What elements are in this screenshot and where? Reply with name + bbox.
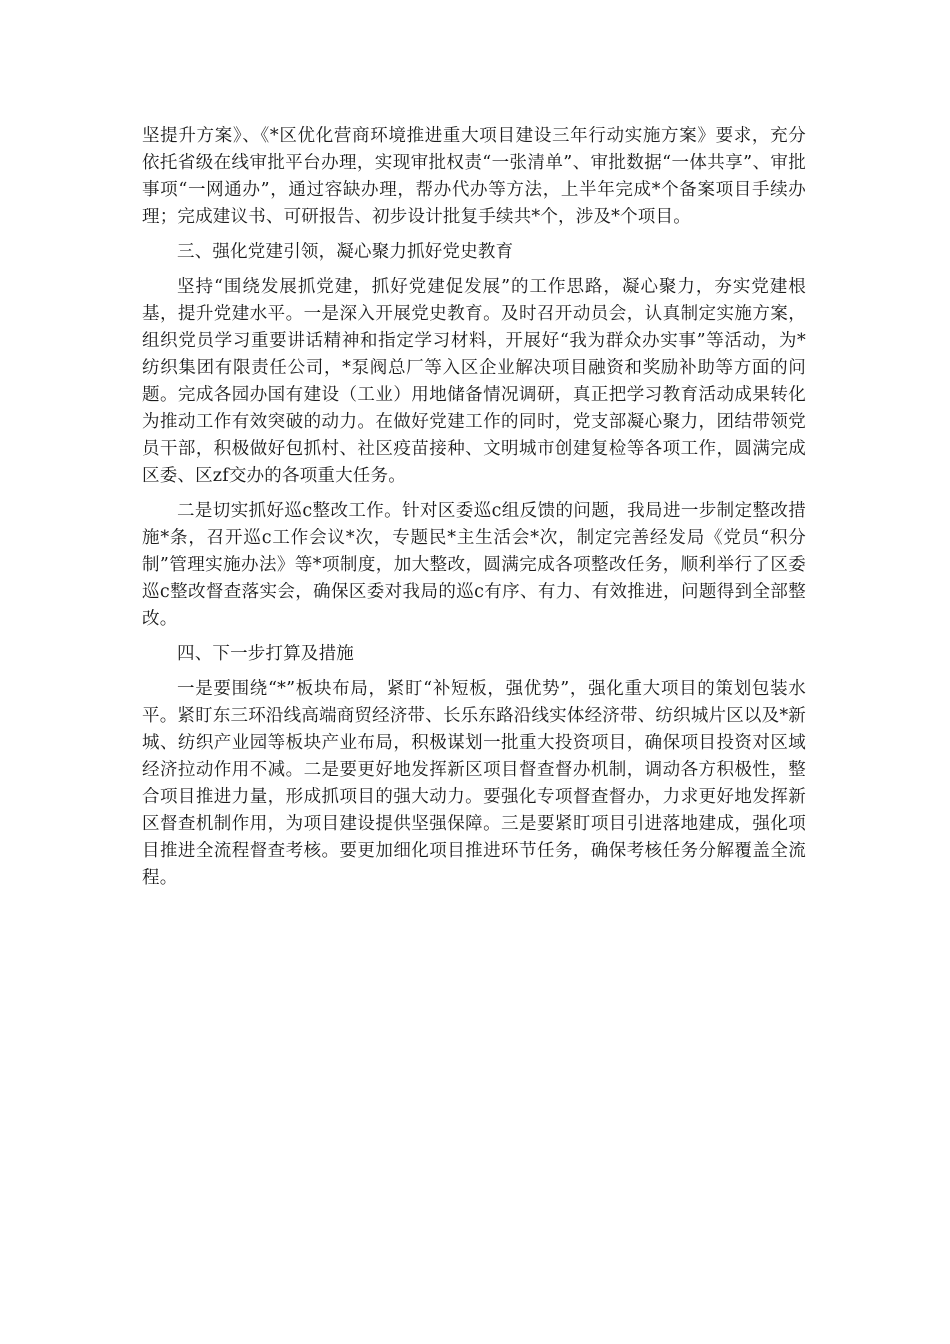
- paragraph-party-history-education: 坚持“围绕发展抓党建，抓好党建促发展”的工作思路，凝心聚力，夯实党建根基，提升党建水平。一是深入开展党史教育。及时召开动员会，认真制定实施方案，组织党员学习重要讲话精神和指定学习材料，开展好“我为群众办实事”等活动，为*纺织集团有限责任公司，*泵阀总厂等入区企业解决项目融资和奖励补助等方面的问题。完成各园办国有建设（工业）用地储备情况调研，真正把学习教育活动成果转化为推动工作有效突破的动力。在做好党建工作的同时，党支部凝心聚力，团结带领党员干部，积极做好包抓村、社区疫苗接种、文明城市创建复检等各项工作，圆满完成区委、区zf交办的各项重大任务。: [142, 277, 806, 486]
- paragraph-next-step-measures: 一是要围绕“*”板块布局，紧盯“补短板，强优势”，强化重大项目的策划包装水平。紧盯东三环沿线高端商贸经济带、长乐东路沿线实体经济带、纺织城片区以及*新城、纺织产业园等板块产业布局，积极谋划一批重大投资项目，确保项目投资对区域经济拉动作用不减。二是要更好地发挥新区项目督查督办机制，调动各方积极性，整合项目推进力量，形成抓项目的强大动力。要强化专项督查督办，力求更好地发挥新区督查机制作用，为项目建设提供坚强保障。三是要紧盯项目引进落地建成，强化项目推进全流程督查考核。要更加细化项目推进环节任务，确保考核任务分解覆盖全流程。: [142, 679, 806, 888]
- document-body: [142, 123, 806, 900]
- section-heading-next-steps: 四、下一步打算及措施: [177, 644, 354, 664]
- paragraph-approval-procedures: 坚提升方案》、《*区优化营商环境推进重大项目建设三年行动实施方案》要求，充分依托省级在线审批平台办理，实现审批权责“一张清单”、审批数据“一体共享”、审批事项“一网通办”，通过容缺办理，帮办代办等方法，上半年完成*个备案项目手续办理；完成建议书、可研报告、初步设计批复手续共*个，涉及*个项目。: [142, 126, 806, 227]
- section-heading-party-building: 三、强化党建引领，凝心聚力抓好党史教育: [177, 242, 514, 262]
- paragraph-inspection-rectification: 二是切实抓好巡c整改工作。针对区委巡c组反馈的问题，我局进一步制定整改措施*条，召开巡c工作会议*次，专题民*主生活会*次，制定完善经发局《党员“积分制”管理实施办法》等*项制度，加大整改，圆满完成各项整改任务，顺利举行了区委巡c整改督查落实会，确保区委对我局的巡c有序、有力、有效推进，问题得到全部整改。: [142, 501, 806, 629]
